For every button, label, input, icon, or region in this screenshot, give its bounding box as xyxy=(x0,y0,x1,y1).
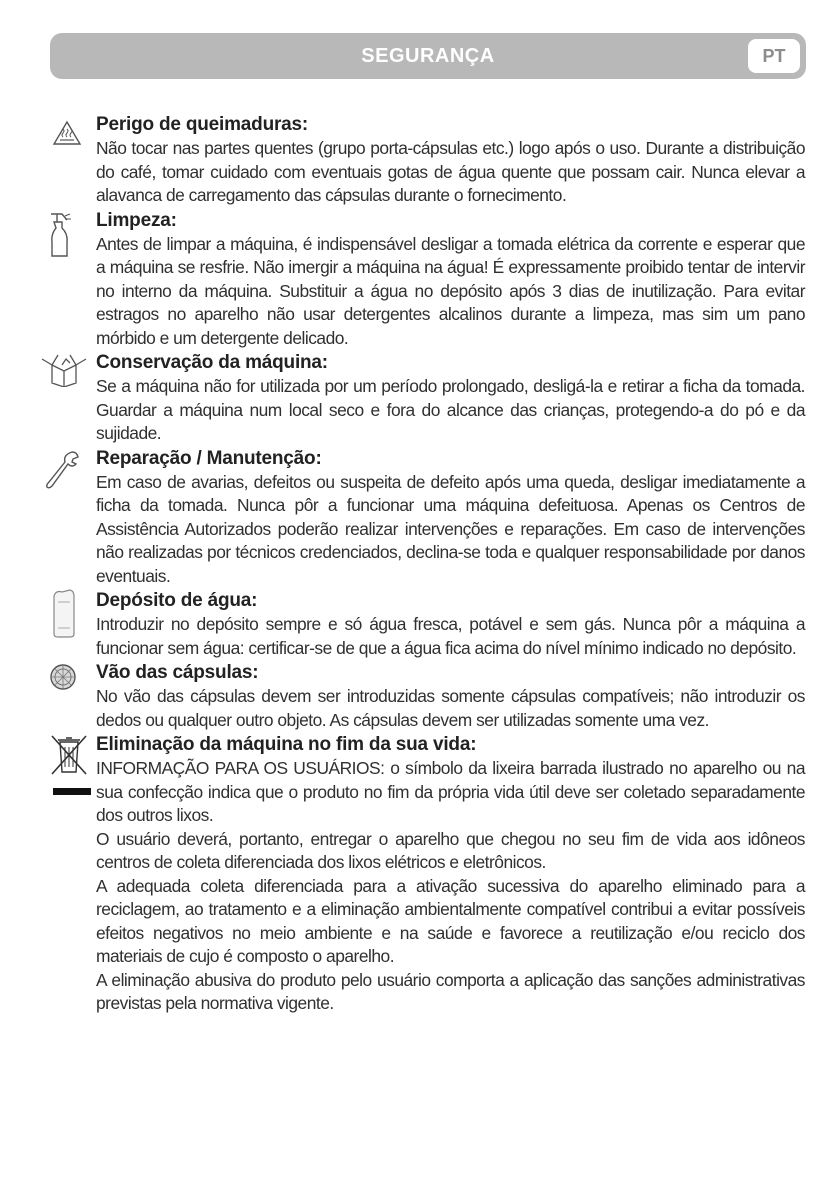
language-badge: PT xyxy=(748,39,800,73)
section-title: Vão das cápsulas: xyxy=(96,662,259,683)
section-text: A eliminação abusiva do produto pelo usuário comporta a aplicação das sanções administrativas previstas pela normativa vigente. xyxy=(96,969,805,1013)
section-cleaning xyxy=(0,208,839,351)
section-text: Introduzir no depósito sempre e só água fresca, potável e sem gás. Nunca pôr a máquina a funcionar sem água: certificar-se de que a água fica acima do nível mínimo indicado no depósito. xyxy=(96,614,805,658)
section-title: Perigo de queimaduras: xyxy=(96,114,309,135)
section-repair xyxy=(0,446,839,589)
disposal-underline-bar xyxy=(53,788,91,795)
section-text: A adequada coleta diferenciada para a ativação sucessiva do aparelho eliminado para a reciclagem, ao tratamento e a eliminação ambientalmente compatível contribui a evitar possíveis efeitos negativos no meio ambiente e na saúde e favorece a reutilização e/ou reciclo dos materiais de cujo é composto o aparelho. xyxy=(96,875,805,966)
water-tank-icon xyxy=(48,588,82,638)
crossed-bin-icon xyxy=(48,732,90,778)
section-header-bar xyxy=(50,33,806,79)
section-title: Reparação / Manutenção: xyxy=(96,447,322,469)
section-storage xyxy=(0,350,839,446)
section-text: O usuário deverá, portanto, entregar o aparelho que chegou no seu fim de vida aos idôneos centros de coleta diferenciada dos lixos elétricos e eletrônicos. xyxy=(96,828,805,872)
wrench-icon xyxy=(46,450,80,490)
section-text: INFORMAÇÃO PARA OS USUÁRIOS: o símbolo da lixeira barrada ilustrado no aparelho ou na sua confecção indica que o produto no fim da própria vida útil deve ser coletado separadamente dos outros lixos. xyxy=(96,758,805,825)
section-title: Conservação da máquina: xyxy=(96,352,328,373)
section-text: Se a máquina não for utilizada por um período prolongado, desligá-la e retirar a ficha da tomada. Guardar a máquina num local seco e fora do alcance das crianças, protegendo-a do pó e da sujidade. xyxy=(96,376,805,443)
section-text: Antes de limpar a máquina, é indispensável desligar a tomada elétrica da corrente e esperar que a máquina se resfrie. Não imergir a máquina na água! É expressamente proibido tentar de intervir no interno da máquina. Substituir a água no depósito após 3 dias de inutilização. Para evitar estragos no aparelho não usar detergentes alcalinos durante a limpeza, mas sim um pano mórbido e um detergente delicado. xyxy=(96,233,805,348)
spray-bottle-icon xyxy=(48,212,72,258)
section-capsule-slot xyxy=(0,660,839,732)
capsule-slot-icon xyxy=(49,663,77,691)
section-title: Eliminação da máquina no fim da sua vida: xyxy=(96,734,477,755)
hot-surface-warning-icon xyxy=(52,120,82,146)
section-disposal xyxy=(0,732,839,1016)
section-title: Depósito de água: xyxy=(96,590,258,611)
section-text: Não tocar nas partes quentes (grupo porta-cápsulas etc.) logo após o uso. Durante a distribuição do café, tomar cuidado com eventuais gotas de água quente que possam cair. Nunca elevar a alavanca de carregamento das cápsulas durante o fornecimento. xyxy=(96,138,805,205)
section-water-tank xyxy=(0,588,839,660)
page-title: SEGURANÇA xyxy=(361,45,495,67)
section-text: No vão das cápsulas devem ser introduzidas somente cápsulas compatíveis; não introduzir os dedos ou qualquer outro objeto. As cápsulas devem ser utilizadas somente uma vez. xyxy=(96,686,805,730)
section-title: Limpeza: xyxy=(96,209,177,231)
section-burn-hazard xyxy=(0,112,839,208)
open-box-icon xyxy=(40,353,88,387)
safety-content xyxy=(0,112,839,1016)
section-text: Em caso de avarias, defeitos ou suspeita de defeito após uma queda, desligar imediatamente a ficha da tomada. Nunca pôr a funcionar uma máquina defeituosa. Apenas os Centros de Assistência Autorizados poderão realizar intervenções e reparações. Em caso de intervenções não realizadas por técnicos credenciados, declina-se toda e qualquer responsabilidade por danos eventuais. xyxy=(96,471,805,586)
